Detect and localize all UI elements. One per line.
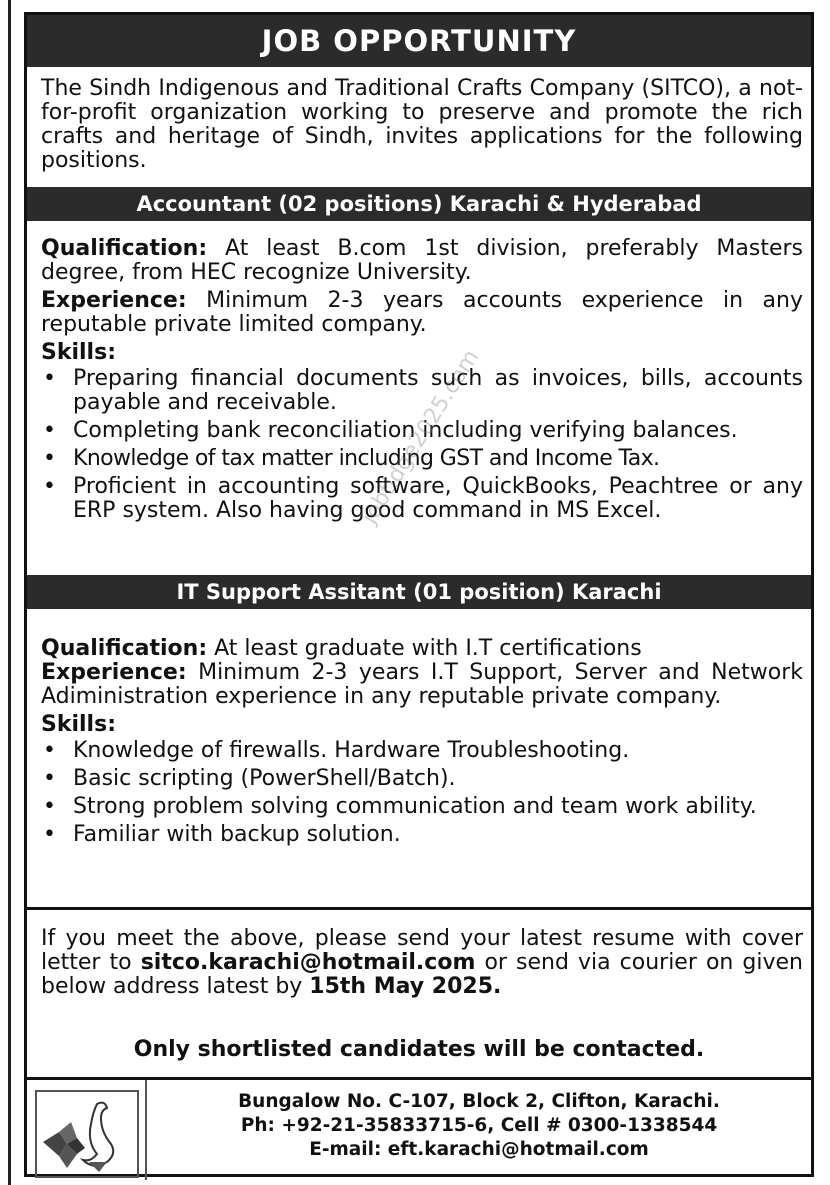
application-instructions — [41, 927, 803, 999]
advertisement-frame — [24, 12, 814, 1177]
phone-line: Ph: +92-21-35833715-6, Cell # 0300-1338544 — [240, 1115, 718, 1136]
list-item — [41, 419, 803, 443]
skill-text: Completing bank reconciliation including verifying balances. — [73, 418, 738, 443]
qualification-label: Qualification: — [41, 236, 208, 261]
bullet-icon: • — [43, 418, 56, 443]
page-title: JOB OPPORTUNITY — [261, 24, 577, 58]
qualification-text: At least B.com 1st division, preferably Masters degree, from HEC recognize University. — [41, 236, 803, 285]
intro-paragraph: The Sindh Indigenous and Traditional Crafts Company (SITCO), a not-for-profit organization working to preserve and promote the rich crafts and heritage of Sindh, invites applications for the following positions. — [41, 76, 803, 173]
apply-text-2: or send via courier on given below address latest by — [41, 950, 803, 999]
bullet-icon: • — [43, 794, 56, 819]
skill-text: Knowledge of tax matter including GST and Income Tax. — [73, 446, 660, 471]
skills-label: Skills: — [41, 340, 116, 365]
apply-text-1: If you meet the above, please send your latest resume with cover letter to — [41, 926, 803, 975]
skill-text: Familiar with backup solution. — [73, 822, 401, 847]
list-item — [41, 795, 803, 819]
qualification-text: At least graduate with I.T certifications — [207, 636, 642, 661]
it-header-text: IT Support Assitant (01 position) Karachi — [176, 580, 662, 604]
footer — [27, 1077, 811, 1180]
it-section-header — [27, 575, 811, 609]
footer-divider — [145, 1080, 147, 1180]
contact-address-block — [157, 1090, 801, 1162]
bullet-icon: • — [43, 738, 56, 763]
skill-text: Knowledge of firewalls. Hardware Troubleshooting. — [73, 738, 630, 763]
experience-label: Experience: — [41, 288, 187, 313]
accountant-section-header — [27, 187, 811, 221]
deadline-date: 15th May 2025. — [309, 974, 502, 999]
accountant-section — [41, 237, 803, 527]
list-item — [41, 367, 803, 415]
list-item — [41, 475, 803, 523]
divider — [27, 907, 811, 910]
bullet-icon: • — [43, 446, 56, 471]
accountant-header-text: Accountant (02 positions) Karachi & Hyderabad — [136, 192, 702, 216]
bullet-icon: • — [43, 766, 56, 791]
shortlist-note: Only shortlisted candidates will be contacted. — [133, 1037, 705, 1062]
list-item — [41, 767, 803, 791]
bullet-icon: • — [43, 822, 56, 847]
email-line[interactable]: E-mail: eft.karachi@hotmail.com — [309, 1139, 649, 1160]
list-item — [41, 739, 803, 763]
skill-text: Strong problem solving communication and team work ability. — [73, 794, 757, 819]
qualification-label: Qualification: — [41, 636, 208, 661]
accountant-qualification — [41, 237, 803, 285]
it-qualification — [41, 637, 803, 661]
address-line: Bungalow No. C-107, Block 2, Clifton, Karachi. — [238, 1091, 720, 1112]
it-section — [41, 637, 803, 851]
list-item — [41, 823, 803, 847]
watermark: jobtidge2025.com — [357, 345, 485, 529]
logo-icon — [37, 1092, 137, 1176]
title-banner — [27, 15, 811, 67]
skill-text: Preparing financial documents such as invoices, bills, accounts payable and receivable. — [73, 366, 803, 415]
experience-text: Minimum 2-3 years I.T Support, Server and Network Adiministration experience in any reputable private company. — [41, 660, 803, 709]
apply-email-link[interactable]: sitco.karachi@hotmail.com — [140, 950, 476, 975]
bullet-icon: • — [43, 474, 56, 499]
experience-label: Experience: — [41, 660, 187, 685]
sitco-logo — [35, 1090, 139, 1178]
skill-text: Basic scripting (PowerShell/Batch). — [73, 766, 456, 791]
experience-text: Minimum 2-3 years accounts experience in any reputable private limited company. — [41, 288, 803, 337]
skills-label: Skills: — [41, 712, 116, 737]
it-experience — [41, 661, 803, 709]
accountant-skills-list — [41, 367, 803, 523]
list-item — [41, 447, 803, 471]
it-skills-list — [41, 739, 803, 847]
left-margin-rule — [8, 0, 11, 1185]
skill-text: Proficient in accounting software, QuickBooks, Peachtree or any ERP system. Also having good command in MS Excel. — [73, 474, 803, 523]
bullet-icon: • — [43, 366, 56, 391]
accountant-experience — [41, 289, 803, 337]
